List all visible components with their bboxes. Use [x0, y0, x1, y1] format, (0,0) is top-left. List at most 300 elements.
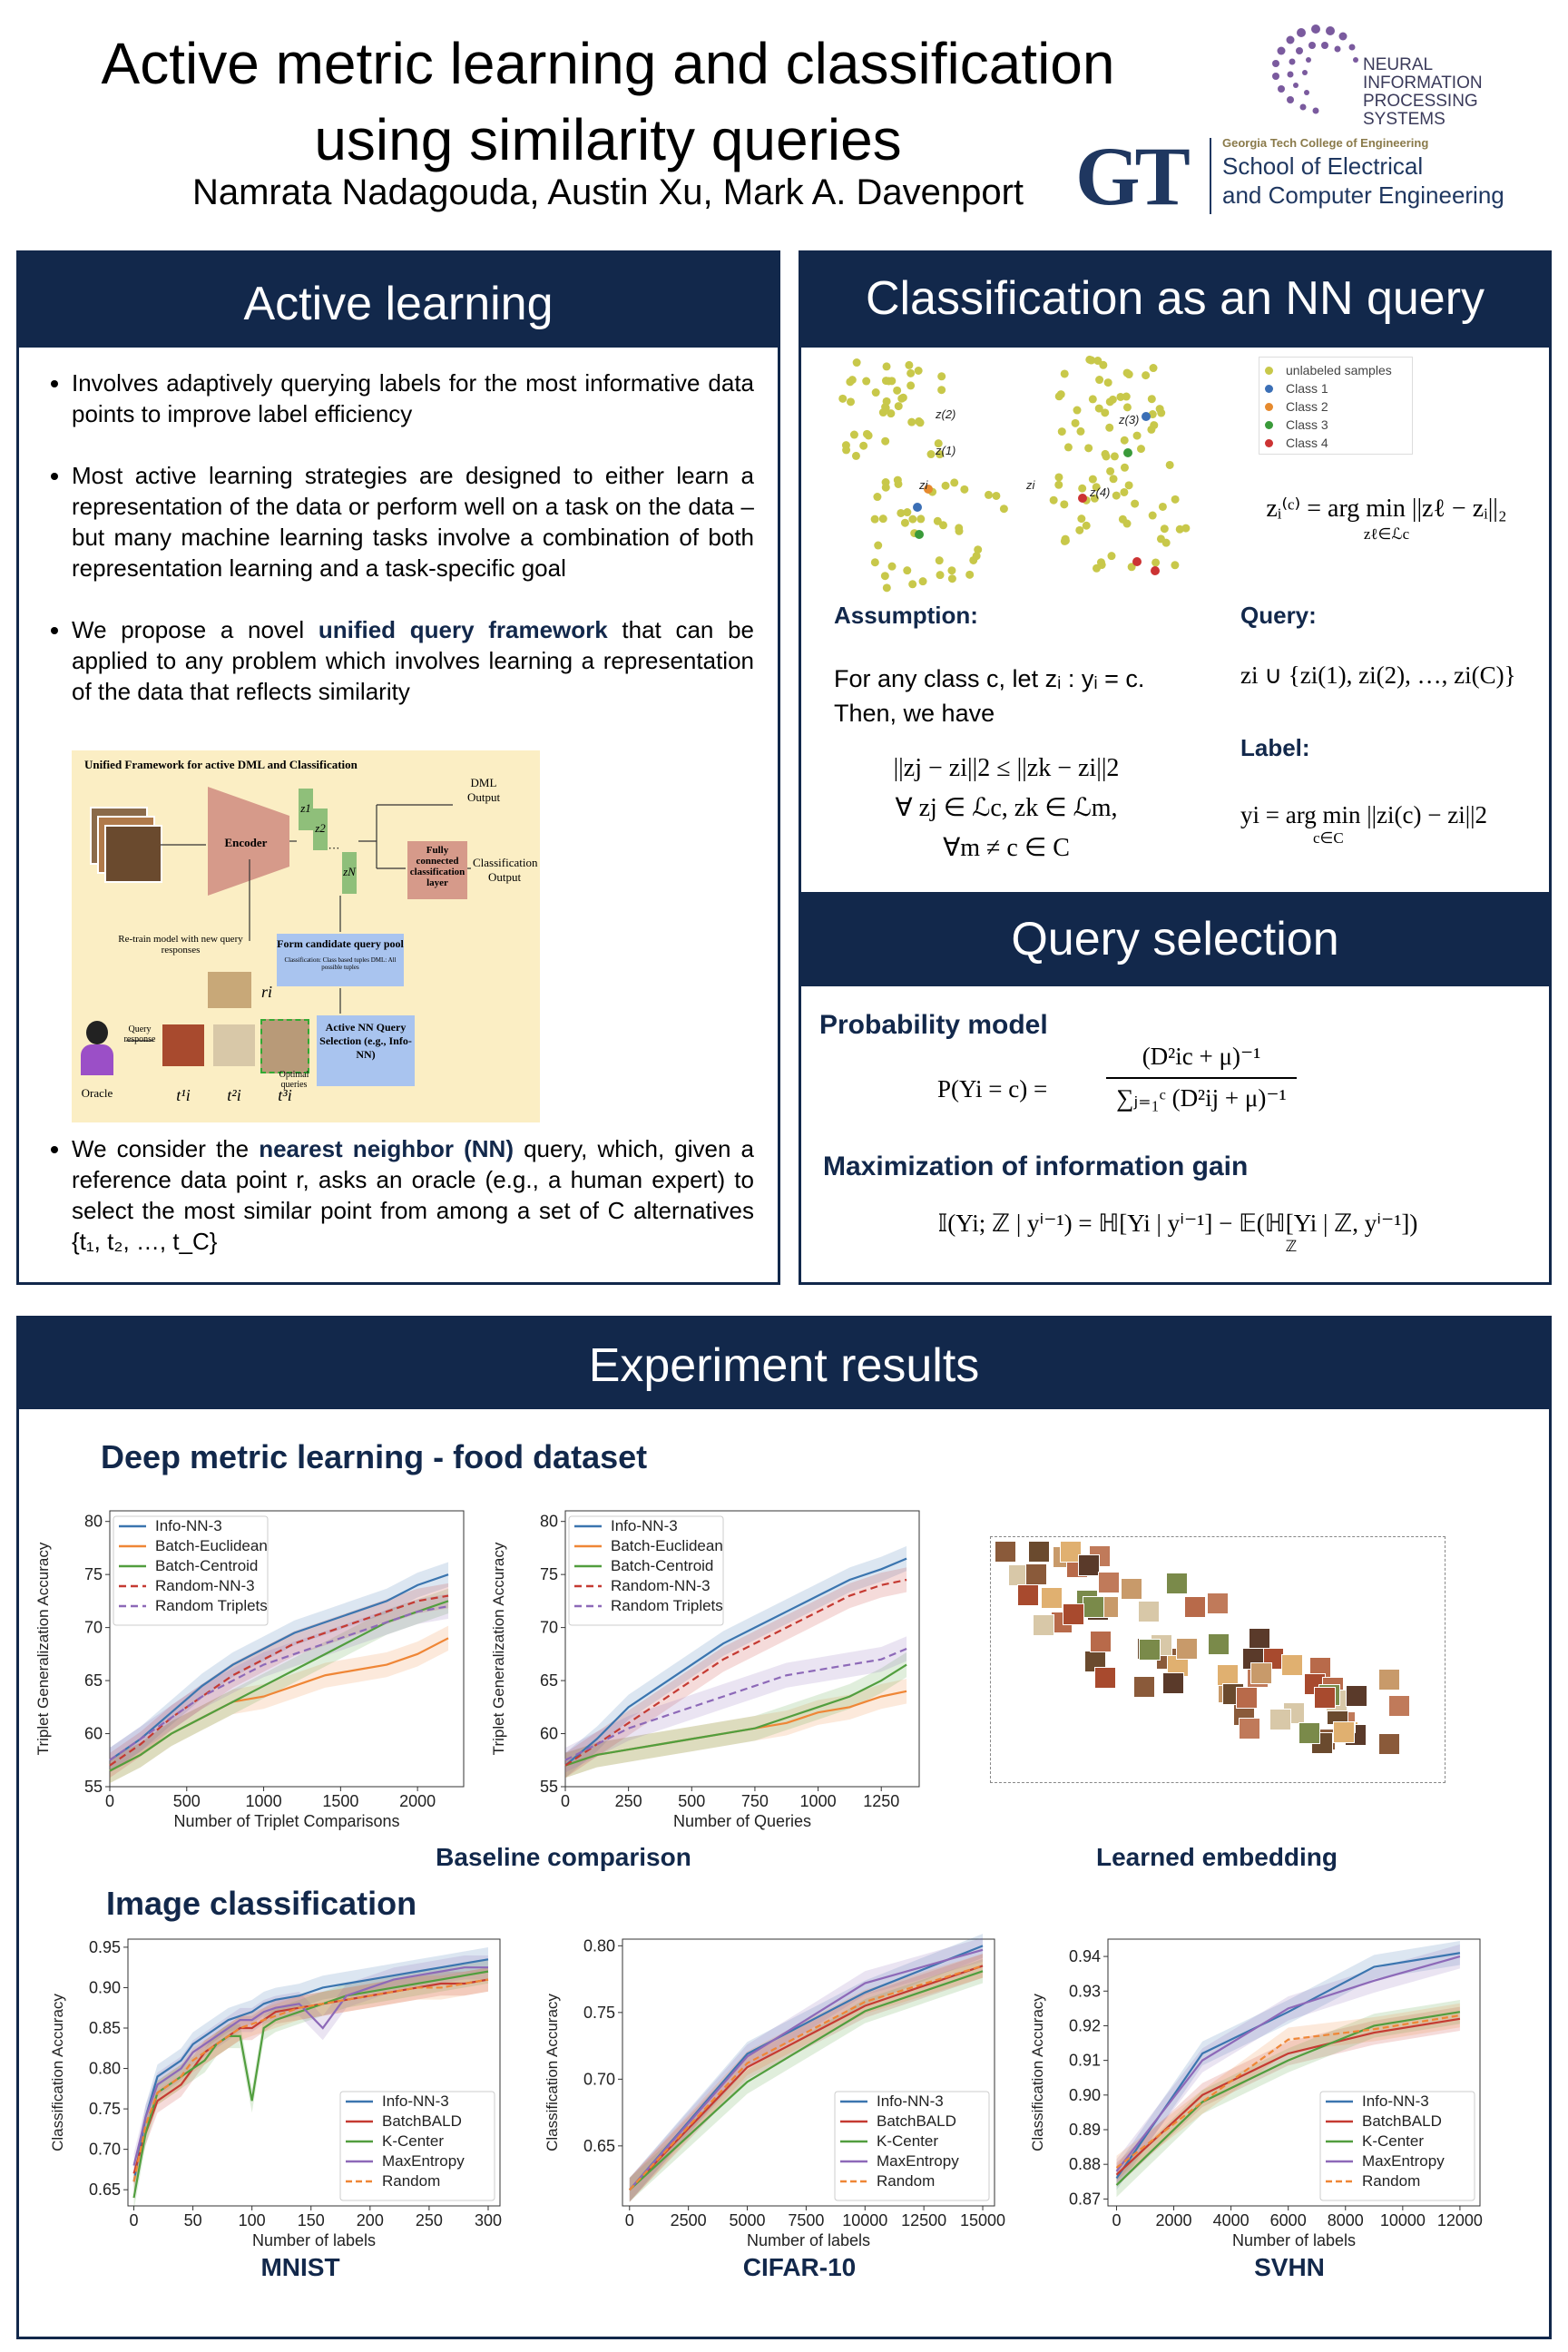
legend-dot: [1265, 385, 1273, 393]
scatter-point: [955, 527, 963, 535]
legend-label: Batch-Euclidean: [611, 1537, 723, 1554]
scatter-point: [1072, 419, 1080, 427]
scatter-point: [1062, 535, 1070, 544]
x-tick-label: 0: [1112, 2211, 1122, 2230]
scatter-point: [1125, 481, 1133, 489]
embedding-thumbnail: [1281, 1654, 1303, 1676]
x-tick-label: 200: [356, 2211, 384, 2230]
active-learning-bullets: [19, 368, 778, 707]
x-tick-label: 0: [624, 2211, 634, 2230]
scatter-label: z(3): [1119, 413, 1140, 426]
scatter-point: [985, 491, 993, 499]
legend-label: K-Center: [382, 2132, 445, 2150]
scatter-point: [1073, 407, 1082, 415]
scatter-point: [873, 493, 881, 501]
classification-output: Classification Output: [473, 856, 538, 884]
scatter-point: [847, 397, 855, 406]
y-tick-label: 75: [539, 1565, 558, 1584]
scatter-point: [863, 430, 871, 438]
bullet-3: • We propose a novel unified query framework that can be applied to any problem which involves learning a representation of the data that reflects similarity: [72, 614, 778, 707]
embedding-thumbnail: [1083, 1596, 1104, 1618]
scatter-point: [906, 369, 915, 377]
y-tick-label: 0.70: [88, 2140, 121, 2159]
y-tick-label: 70: [83, 1618, 103, 1637]
scatter-point: [1156, 405, 1164, 413]
oracle-figure: [77, 1021, 117, 1075]
embedding-thumbnail: [1378, 1733, 1400, 1755]
scatter-point: [1162, 539, 1171, 547]
scatter-class-point: [1142, 412, 1151, 421]
scatter-point: [1116, 393, 1124, 401]
embedding-thumbnail: [1333, 1721, 1355, 1743]
x-tick-label: 500: [678, 1792, 706, 1810]
legend-label: BatchBALD: [1362, 2112, 1442, 2130]
retrain-label: Re-train model with new query responses: [118, 934, 243, 956]
cifar-caption: CIFAR-10: [742, 2253, 857, 2281]
scatter-point: [937, 386, 946, 394]
scatter-point: [937, 372, 946, 380]
experiment-header: Experiment results: [19, 1318, 1549, 1409]
scatter-label: z(4): [1090, 485, 1111, 499]
nn-legend-item: Class 4: [1265, 434, 1406, 452]
embedding-thumbnail: [1121, 1578, 1142, 1600]
legend-label: Random-NN-3: [611, 1577, 710, 1594]
scatter-point: [883, 397, 891, 406]
scatter-point: [1150, 364, 1158, 372]
scatter-point: [872, 388, 880, 397]
embedding-thumbnail: [1166, 1573, 1188, 1594]
scatter-point: [1060, 500, 1068, 508]
y-axis-label: Classification Accuracy: [1029, 1994, 1046, 2151]
dml-output: DML Output: [466, 776, 501, 804]
oracle-label: Oracle: [81, 1086, 113, 1100]
embedding-thumbnail: [1208, 1633, 1230, 1655]
embedding-thumbnail: [1090, 1631, 1112, 1652]
scatter-point: [947, 566, 956, 574]
probability-eq: P(Yi = c) = (D²ic + μ)⁻¹ ∑ⱼ₌₁ᶜ (D²ij + μ)⁻¹: [937, 1043, 1300, 1142]
scatter-point: [1149, 512, 1157, 520]
y-tick-label: 0.80: [583, 1936, 615, 1955]
y-tick-label: 65: [83, 1671, 103, 1690]
scatter-class-point: [1151, 566, 1160, 575]
scatter-point: [1095, 376, 1103, 384]
probability-model-heading: Probability model: [819, 1010, 1048, 1040]
y-axis-label: Triplet Generalization Accuracy: [490, 1542, 507, 1756]
scatter-point: [1061, 369, 1069, 377]
x-axis-label: Number of Triplet Comparisons: [173, 1812, 400, 1830]
label-heading: Label:: [1240, 734, 1310, 761]
scatter-point: [1054, 473, 1063, 481]
x-tick-label: 1000: [799, 1792, 837, 1810]
legend-label: Batch-Centroid: [155, 1557, 259, 1574]
scatter-point: [927, 450, 936, 458]
nn-eq-top: zᵢ⁽ᶜ⁾ = arg min ||zℓ − zᵢ||₂ zℓ∈ℒc: [1266, 495, 1507, 543]
embedding-thumbnail: [1162, 1672, 1184, 1694]
scatter-point: [1089, 475, 1097, 484]
scatter-label: zi: [919, 478, 928, 492]
y-tick-label: 0.90: [88, 1978, 121, 1997]
scatter-point: [1058, 427, 1066, 436]
y-tick-label: 0.70: [583, 2070, 615, 2089]
nn-legend-item: unlabeled samples: [1265, 361, 1406, 379]
bullet-2: • Most active learning strategies are designed to either learn a representation of the data or perform well on a task on the data – but many machine learning tasks involve a combination of both representation learning and a task-specific goal: [72, 460, 778, 583]
scatter-point: [1152, 558, 1160, 566]
gt-college: Georgia Tech College of Engineering: [1222, 136, 1429, 150]
authors: Namrata Nadagouda, Austin Xu, Mark A. Davenport: [191, 172, 1024, 212]
x-tick-label: 0: [129, 2211, 139, 2230]
encoder-label: Encoder: [224, 836, 268, 849]
x-tick-label: 10000: [842, 2211, 888, 2230]
x-tick-label: 2000: [1155, 2211, 1192, 2230]
scatter-point: [888, 563, 897, 571]
scatter-point: [908, 515, 916, 524]
scatter-point: [1000, 505, 1008, 513]
nn-legend-item: Class 2: [1265, 397, 1406, 416]
candidate-pool: Form candidate query pool Classification: Class based tuples DML: All possible tuples: [277, 934, 404, 986]
scatter-point: [915, 367, 923, 375]
scatter-class-point: [1123, 448, 1132, 457]
x-tick-label: 150: [297, 2211, 325, 2230]
scatter-point: [1133, 432, 1142, 440]
embedding-thumbnail: [1239, 1718, 1260, 1740]
scatter-point: [1171, 495, 1180, 504]
y-tick-label: 0.93: [1068, 1982, 1101, 2001]
x-tick-label: 500: [172, 1792, 201, 1810]
x-tick-label: 750: [740, 1792, 769, 1810]
scatter-point: [1050, 496, 1058, 505]
dml-heading: Deep metric learning - food dataset: [101, 1438, 648, 1475]
query-selection-header: Query selection: [801, 892, 1549, 986]
y-tick-label: 0.90: [1068, 2085, 1101, 2104]
scatter-point: [871, 515, 879, 524]
optimal-queries-label: Optimal queries: [279, 1070, 309, 1090]
embedding-thumbnail: [1250, 1662, 1272, 1684]
assumption-text: For any class c, let zᵢ : yᵢ = c. Then, we have: [834, 665, 1145, 727]
x-tick-label: 7500: [788, 2211, 825, 2230]
embedding-thumbnail: [1033, 1614, 1054, 1636]
scatter-point: [1147, 426, 1155, 434]
embedding-thumbnail: [1176, 1638, 1198, 1660]
legend-label: K-Center: [1362, 2132, 1425, 2150]
x-axis-label: Number of labels: [251, 2231, 377, 2249]
embedding-thumbnail: [1133, 1676, 1155, 1698]
max-info-heading: Maximization of information gain: [823, 1152, 1249, 1181]
scatter-point: [850, 431, 858, 439]
bullet-4: • We consider the nearest neighbor (NN) query, which, given a reference data point r, asks an oracle (e.g., a human expert) to select the most similar point from among a set of C alternatives {t₁, t₂, …, t_C}: [72, 1133, 778, 1257]
scatter-point: [1076, 427, 1084, 436]
x-tick-label: 1000: [245, 1792, 282, 1810]
scatter-class-point: [1132, 557, 1142, 566]
scatter-point: [1101, 408, 1109, 416]
scatter-label: z(2): [936, 407, 956, 421]
legend-label: MaxEntropy: [1362, 2152, 1445, 2170]
neurips-logo: [1261, 20, 1552, 127]
neurips-text: NEURAL INFORMATION PROCESSING SYSTEMS: [1363, 55, 1483, 129]
x-axis-label: Number of labels: [1231, 2231, 1357, 2249]
y-tick-label: 0.75: [583, 2003, 615, 2022]
x-tick-label: 0: [560, 1792, 571, 1810]
scatter-point: [885, 377, 893, 385]
scatter-point: [862, 377, 870, 386]
legend-label: Info-NN-3: [155, 1517, 222, 1534]
scatter-point: [1107, 552, 1115, 560]
legend-label: Info-NN-3: [382, 2092, 449, 2110]
scatter-point: [1181, 524, 1190, 533]
chart-svhn: [1026, 1926, 1498, 2253]
scatter-point: [879, 514, 887, 523]
scatter-point: [1142, 371, 1150, 379]
x-tick-label: 12500: [901, 2211, 947, 2230]
embedding-thumbnail: [995, 1541, 1016, 1563]
chart-dml-queries: [484, 1498, 937, 1834]
embedding-thumbnail: [1314, 1687, 1336, 1709]
scatter-point: [883, 583, 891, 592]
legend-label: Random: [382, 2172, 441, 2190]
scatter-point: [893, 387, 901, 395]
scatter-point: [882, 484, 890, 492]
scatter-point: [1159, 503, 1167, 511]
legend-label: BatchBALD: [382, 2112, 462, 2130]
legend-label: Random Triplets: [611, 1597, 723, 1614]
scatter-point: [838, 395, 847, 403]
scatter-point: [965, 571, 974, 579]
y-tick-label: 0.75: [88, 2100, 121, 2119]
scatter-point: [950, 478, 958, 486]
embedding-thumbnail: [1207, 1592, 1229, 1614]
scatter-point: [992, 492, 1000, 500]
y-tick-label: 0.94: [1068, 1947, 1101, 1966]
scatter-point: [899, 394, 907, 402]
gt-logo: [1075, 130, 1556, 225]
y-tick-label: 60: [83, 1724, 103, 1743]
scatter-point: [936, 571, 945, 579]
gt-monogram: GT: [1075, 130, 1185, 222]
scatter-label: z(1): [936, 444, 956, 457]
scatter-point: [905, 361, 913, 369]
y-tick-label: 60: [539, 1724, 558, 1743]
embedding-caption: Learned embedding: [1095, 1843, 1338, 1871]
bullet-1: • Involves adaptively querying labels for the most informative data points to improve label efficiency: [72, 368, 778, 429]
scatter-point: [1075, 526, 1083, 534]
embedding-thumbnail: [1378, 1669, 1400, 1690]
x-tick-label: 15000: [959, 2211, 1006, 2230]
framework-figure: [72, 750, 540, 1122]
z-vectors: z1 z2 ··· zN: [299, 789, 380, 897]
scatter-point: [1123, 403, 1132, 411]
gt-school-2: and Computer Engineering: [1222, 181, 1504, 209]
image-classification-heading: Image classification: [106, 1885, 417, 1922]
scatter-point: [906, 381, 915, 389]
nn-scatter: [838, 353, 1219, 598]
y-tick-label: 55: [539, 1778, 558, 1796]
embedding-thumbnail: [1184, 1596, 1206, 1618]
scatter-label: zi: [1026, 478, 1035, 492]
framework-title: Unified Framework for active DML and Classification: [84, 758, 358, 771]
scatter-point: [1106, 397, 1114, 406]
x-tick-label: 6000: [1269, 2211, 1307, 2230]
scatter-point: [1083, 522, 1091, 530]
y-axis-label: Triplet Generalization Accuracy: [34, 1542, 52, 1756]
x-axis-label: Number of Queries: [672, 1812, 812, 1830]
embedding-thumbnail: [1025, 1563, 1047, 1585]
label-eq: yi = arg min ||zi(c) − zi||2 c∈C: [1240, 801, 1488, 847]
poster-title: Active metric learning and classification using similarity queries: [101, 31, 1115, 172]
embedding-thumbnail: [1017, 1584, 1039, 1606]
scatter-point: [1119, 515, 1127, 524]
query-heading: Query:: [1240, 602, 1317, 629]
scatter-point: [859, 442, 867, 450]
assumption-heading: Assumption:: [834, 602, 978, 629]
legend-label: MaxEntropy: [382, 2152, 465, 2170]
x-tick-label: 300: [474, 2211, 503, 2230]
t1-label: t¹i: [176, 1086, 191, 1104]
x-tick-label: 5000: [729, 2211, 766, 2230]
embedding-thumbnail: [1346, 1685, 1367, 1707]
scatter-point: [1084, 444, 1093, 452]
y-tick-label: 65: [539, 1671, 558, 1690]
x-tick-label: 100: [238, 2211, 266, 2230]
legend-label: Batch-Euclidean: [155, 1537, 268, 1554]
x-tick-label: 8000: [1327, 2211, 1364, 2230]
nn-legend: [1259, 357, 1413, 455]
query-response-label: Query response: [123, 1024, 156, 1044]
legend-label: Batch-Centroid: [611, 1557, 714, 1574]
scatter-point: [907, 418, 916, 426]
scatter-point: [1166, 461, 1174, 469]
embedding-thumbnail: [1041, 1587, 1063, 1609]
scatter-point: [919, 577, 927, 585]
x-tick-label: 1500: [322, 1792, 359, 1810]
scatter-point: [1137, 445, 1145, 453]
nn-query-em: nearest neighbor (NN): [259, 1135, 514, 1162]
embedding-thumbnail: [1138, 1601, 1160, 1622]
scatter-point: [895, 402, 903, 410]
y-tick-label: 0.65: [88, 2180, 121, 2200]
scatter-point: [942, 482, 950, 490]
nn-query-panel: [799, 250, 1552, 1285]
scatter-point: [1093, 564, 1101, 573]
scatter-point: [1110, 475, 1118, 483]
scatter-point: [1121, 436, 1129, 445]
x-tick-label: 12000: [1436, 2211, 1483, 2230]
embedding-thumbnail: [1078, 1554, 1100, 1576]
embedding-thumbnail: [1063, 1603, 1084, 1625]
x-tick-label: 50: [183, 2211, 202, 2230]
scatter-point: [934, 517, 942, 525]
scatter-point: [1131, 500, 1139, 508]
scatter-point: [871, 558, 879, 566]
legend-label: Random: [1362, 2172, 1421, 2190]
scatter-point: [852, 452, 860, 460]
embedding-thumbnail: [1388, 1695, 1410, 1717]
y-tick-label: 0.80: [88, 2059, 121, 2078]
unified-query-framework: unified query framework: [318, 616, 608, 643]
active-nn-selection: Active NN Query Selection (e.g., Info-NN): [317, 1015, 415, 1086]
gt-school-1: School of Electrical: [1222, 152, 1424, 180]
learned-embedding: [990, 1536, 1446, 1783]
chart-cifar10: [541, 1926, 1013, 2253]
legend-dot: [1265, 403, 1273, 411]
scatter-point: [1078, 485, 1086, 493]
embedding-thumbnail: [1028, 1541, 1050, 1563]
scatter-point: [1171, 561, 1179, 569]
x-tick-label: 4000: [1212, 2211, 1250, 2230]
info-gain-eq: 𝕀(Yi; ℤ | yⁱ⁻¹) = ℍ[Yi | yⁱ⁻¹] − 𝔼(ℍ[Yi | ℤ, yⁱ⁻¹]) ℤ: [937, 1210, 1418, 1255]
embedding-thumbnail: [1269, 1709, 1291, 1730]
scatter-point: [1106, 467, 1114, 475]
x-tick-label: 250: [415, 2211, 443, 2230]
scatter-point: [1161, 524, 1169, 533]
y-tick-label: 55: [83, 1778, 103, 1796]
y-tick-label: 80: [539, 1512, 558, 1531]
x-tick-label: 2000: [399, 1792, 436, 1810]
y-tick-label: 0.88: [1068, 2155, 1101, 2174]
legend-label: K-Center: [877, 2132, 939, 2150]
legend-dot: [1265, 421, 1273, 429]
y-tick-label: 0.65: [583, 2136, 615, 2155]
scatter-point: [1102, 452, 1111, 460]
scatter-point: [903, 566, 911, 574]
scatter-point: [848, 376, 857, 384]
nn-query-header: Classification as an NN query: [801, 253, 1549, 348]
scatter-point: [1064, 443, 1073, 451]
scatter-point: [1105, 424, 1113, 432]
neurips-dots-icon: [1261, 20, 1370, 120]
embedding-thumbnail: [1094, 1667, 1116, 1689]
y-tick-label: 0.89: [1068, 2121, 1101, 2139]
legend-label: Random-NN-3: [155, 1577, 255, 1594]
scatter-point: [908, 580, 916, 588]
active-learning-panel: [16, 250, 780, 1285]
svhn-caption: SVHN: [1254, 2253, 1325, 2281]
gt-divider: [1210, 138, 1211, 214]
embedding-thumbnail: [1236, 1687, 1258, 1709]
chart-mnist: [46, 1926, 518, 2253]
fc-layer: Fully connected classification layer: [407, 841, 467, 899]
legend-label: Info-NN-3: [611, 1517, 678, 1534]
y-tick-label: 80: [83, 1512, 103, 1531]
x-tick-label: 10000: [1379, 2211, 1426, 2230]
scatter-point: [842, 446, 850, 454]
scatter-point: [974, 545, 982, 554]
scatter-point: [915, 417, 923, 426]
x-tick-label: 0: [104, 1792, 115, 1810]
t2-label: t²i: [227, 1086, 241, 1104]
scatter-point: [960, 485, 968, 494]
assumption-eqs: ||zj − zi||2 ≤ ||zk − zi||2 ∀ zj ∈ ℒc, zk ∈ ℒm, ∀m ≠ c ∈ C: [893, 754, 1120, 862]
scatter-point: [901, 519, 909, 527]
scatter-point: [1125, 370, 1133, 378]
x-tick-label: 2500: [670, 2211, 707, 2230]
scatter-point: [1104, 378, 1112, 387]
scatter-point: [1055, 392, 1063, 400]
scatter-class-point: [913, 503, 922, 512]
scatter-point: [853, 358, 861, 367]
legend-dot: [1265, 439, 1273, 447]
scatter-point: [897, 509, 905, 517]
scatter-point: [881, 437, 889, 446]
scatter-point: [1054, 481, 1063, 489]
y-tick-label: 0.87: [1068, 2190, 1101, 2209]
y-tick-label: 0.95: [88, 1937, 121, 1956]
scatter-point: [881, 572, 889, 580]
query-eq: zi ∪ {zi(1), zi(2), …, zi(C)}: [1240, 662, 1516, 689]
t3-label: t³i: [278, 1086, 292, 1104]
legend-label: Random: [877, 2172, 936, 2190]
scatter-point: [948, 574, 956, 583]
nn-legend-item: Class 1: [1265, 379, 1406, 397]
legend-label: MaxEntropy: [877, 2152, 959, 2170]
